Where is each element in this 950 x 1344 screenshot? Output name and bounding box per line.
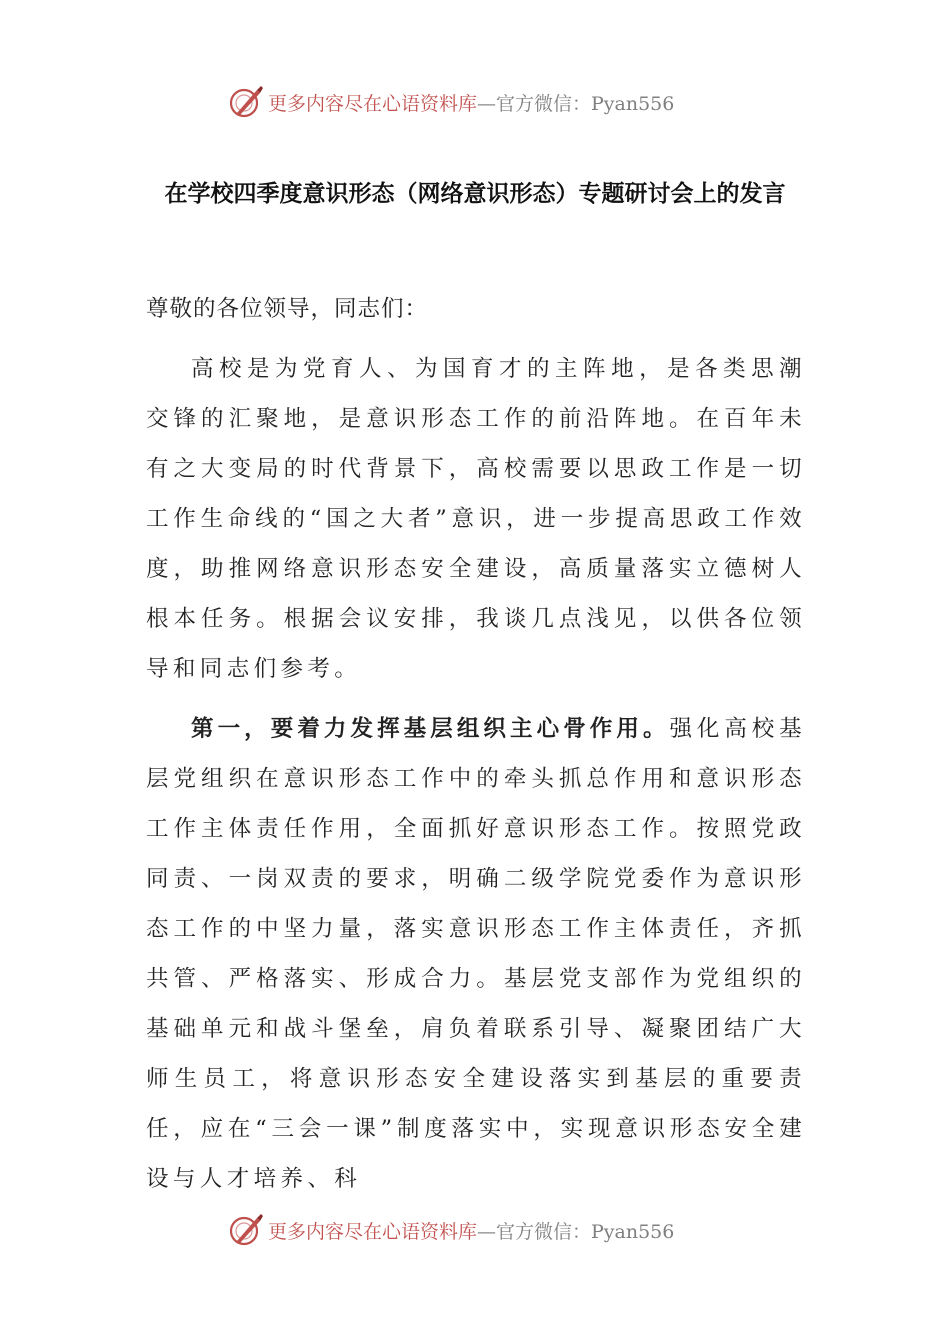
banner-dash: — <box>477 92 497 115</box>
paragraph-intro: 高校是为党育人、为国育才的主阵地，是各类思潮交锋的汇聚地，是意识形态工作的前沿阵地。在百年未有之大变局的时代背景下，高校需要以思政工作是一切工作生命线的“国之大者”意识，进一步提高思政工作效度，助推网络意识形态安全建设，高质量落实立德树人根本任务。根据会议安排，我谈几点浅见，以供各位领导和同志们参考。 <box>146 356 806 682</box>
paragraph-first-point <box>146 704 806 1204</box>
pen-nib-circle-icon <box>228 84 264 120</box>
footer-banner <box>228 1210 728 1250</box>
salutation: 尊敬的各位领导，同志们： <box>146 296 429 322</box>
banner-contact: 官方微信：Pyan556 <box>496 1220 675 1243</box>
paragraph-lead: 第一，要着力发挥基层组织主心骨作用。 <box>191 716 670 742</box>
document-title: 在学校四季度意识形态（网络意识形态）专题研讨会上的发言 <box>164 181 786 207</box>
banner-text: 更多内容尽在心语资料库 <box>268 92 478 115</box>
paragraph-body: 强化高校基层党组织在意识形态工作中的牵头抓总作用和意识形态工作主体责任作用，全面抓好意识形态工作。按照党政同责、一岗双责的要求，明确二级学院党委作为意识形态工作的中坚力量，落实意识形态工作主体责任，齐抓共管、严格落实、形成合力。基层党支部作为党组织的基础单元和战斗堡垒，肩负着联系引导、凝聚团结广大师生员工，将意识形态安全建设落实到基层的重要责任，应在“三会一课”制度落实中，实现意识形态安全建设与人才培养、科 <box>146 716 806 1192</box>
header-banner <box>228 82 728 122</box>
banner-contact: 官方微信：Pyan556 <box>496 92 675 115</box>
pen-nib-circle-icon <box>228 1212 264 1248</box>
banner-dash: — <box>477 1220 497 1243</box>
banner-text: 更多内容尽在心语资料库 <box>268 1220 478 1243</box>
